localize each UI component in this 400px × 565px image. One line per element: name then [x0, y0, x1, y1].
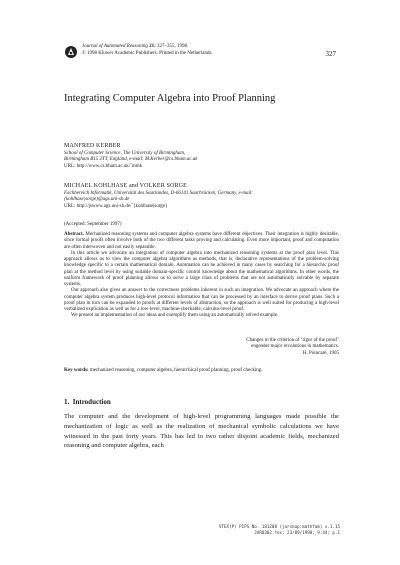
abstract-paragraph: In this article we advocate an integration of computer algebra into mechanized reasoning systems at the proof plan level. This approach allows us to view the computer algebra algorithms as methods, that is, declarative representations of the problem-solving knowledge specific to a certain mathematical domain. Automation can be achieved in many cases by searching for a hierarchic proof plan at the method level by using suitable domain-specific control knowledge about the mathematical algorithms. In other words, the uniform framework of proof planning allows us to solve a large class of problems that are not automatically solvable by separate systems. [64, 250, 339, 287]
paper-title: Integrating Computer Algebra into Proof Planning [64, 93, 276, 104]
epigraph-line: engender major revolutions in mathematics. [251, 344, 339, 350]
journal-name: Journal of Automated Reasoning [82, 44, 148, 49]
author-name: MANFRED KERBER [64, 143, 121, 149]
keywords-label: Key words: [64, 368, 89, 373]
section-body: The computer and the development of high-level programming languages made possible the mechanization of logic as well as the realization of mechanical symbolic calculations we have witnessed in the past forty years. This has led to two rather disjoint academic fields, mechanized reasoning and computer algebra, each [64, 413, 339, 450]
abstract-paragraph: We present an implementation of our ideas and exemplify them using an automatically solved example. [71, 313, 279, 319]
author-url: URL: http://www.cs.bham.ac.uk/˜mmk [64, 163, 143, 169]
abstract-label: Abstract. [64, 232, 84, 237]
publisher-logo-icon [64, 45, 78, 59]
journal-header [82, 44, 322, 57]
accepted-date: (Accepted: September 1997) [64, 222, 122, 227]
epigraph-line: Changes in the criterion of ‘rigor of the proof’ [246, 338, 339, 343]
section-title: Introduction [72, 398, 111, 406]
author-name: MICHAEL KOHLHASE and VOLKER SORGE [64, 183, 187, 189]
affiliation-address: {kohlhase|sorge}@ags.uni-sb.de [64, 197, 130, 203]
affiliation-line: Fachbereich Informatik, Universität des Saarlandes, D-66141 Saarbrücken, Germany, e-mail: [64, 191, 253, 196]
footer-line: JAR0302.tex; 23/09/1998; 9:44; p.1 [254, 530, 340, 535]
footer-line: VTEX(P) PIPS No. 181208 (jarskap:mathfam) v.1.15 [218, 524, 340, 529]
abstract [64, 232, 339, 320]
epigraph [150, 338, 339, 357]
author-affiliation [64, 191, 349, 210]
keywords [64, 368, 339, 373]
affiliation-line: School of Computer Science, The University of Birmingham, [64, 151, 186, 156]
author-url: URL: http://jswww.ags.uni-sb.de/˜{kohlhase|sorge} [64, 203, 168, 209]
page-footer [200, 524, 340, 536]
abstract-paragraph [64, 232, 339, 251]
journal-volume: 21: [149, 44, 156, 49]
abstract-paragraph: Our approach also gives an answer to the correctness problems inherent in such an integration. We advocate an approach where the computer algebra system produces high-level protocol information that can be processed by an interface to derive proof plans. Such a proof plan in turn can be expanded to proofs at different levels of abstraction, so the approach is well suited for producing a high-level verbalized explication as well as for a low-level, machine-checkable, calculus-level proof. [64, 288, 339, 312]
affiliation-address: Birmingham B15 2TT, England, e-mail: M.Kerber@cs.bham.ac.uk [64, 157, 198, 163]
page-number: 327 [325, 50, 336, 58]
keywords-text: mechanized reasoning, computer algebra, hierarchical proof planning, proof checking. [89, 368, 263, 373]
abstract-text: Mechanized reasoning systems and computer algebra systems have different objectives. Their integration is highly desirable, since formal proofs often involve both of the two different tasks proving and calculating. Even more important, proof and computation are often interwoven and not easily separable. [64, 232, 339, 250]
copyright-line: © 1998 Kluwer Academic Publishers. Printed in the Netherlands. [82, 50, 213, 56]
section-number: 1. [64, 398, 70, 406]
epigraph-attribution: H. Poincaré, 1905 [302, 350, 339, 356]
journal-pages: 327–355, 1998. [157, 44, 189, 49]
section-heading [64, 398, 111, 406]
author-affiliation [64, 151, 349, 170]
